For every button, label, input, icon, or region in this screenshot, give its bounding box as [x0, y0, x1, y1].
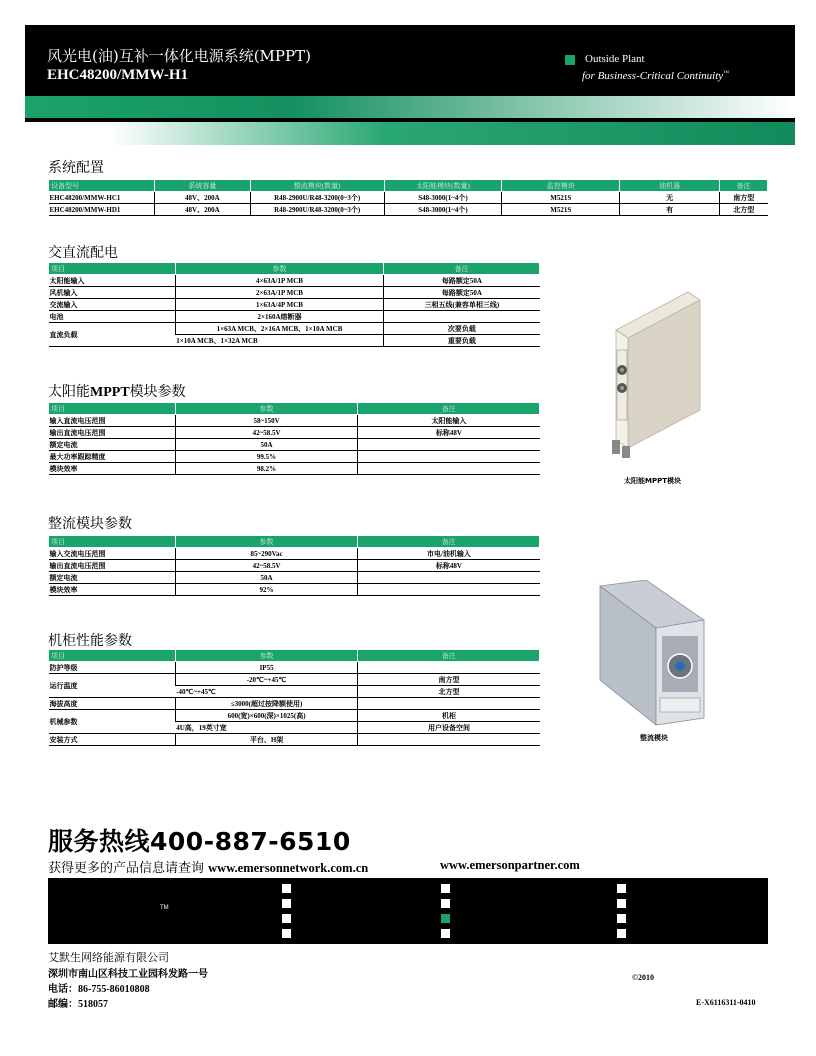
table-cell: 额定电流 [49, 439, 176, 451]
table-cell: 每路额定50A [384, 275, 540, 287]
table-row [49, 299, 540, 311]
table-cell: 北方型 [720, 204, 768, 216]
hotline [48, 822, 351, 858]
table-cell: 太阳能输入 [49, 275, 176, 287]
acdc-table [48, 262, 540, 347]
table-cell: IP55 [175, 662, 358, 674]
table-row [49, 439, 540, 451]
table-cell: ≤3000(超过按降额使用) [175, 698, 358, 710]
table-row [49, 584, 540, 596]
table-cell: 50A [175, 572, 358, 584]
table-cell: 92% [175, 584, 358, 596]
table-cell [358, 734, 540, 746]
table-cell [358, 662, 540, 674]
checkbox-icon [617, 899, 626, 908]
section-title-rectifier: 整流模块参数 [48, 516, 132, 532]
checkbox-icon [441, 929, 450, 938]
table-row [49, 662, 540, 674]
green-square-icon [565, 55, 575, 65]
outside-plant-label: Outside Plant [585, 53, 645, 65]
table-cell: EHC48200/MMW-HC1 [49, 192, 155, 204]
hotline-number[interactable]: 400-887-6510 [150, 827, 351, 856]
table-cell: 直流负载 [49, 323, 176, 347]
table-cell: 南方型 [720, 192, 768, 204]
table-row [49, 463, 540, 475]
table-row [49, 323, 540, 335]
table-cell: 输出直流电压范围 [49, 560, 176, 572]
checkbox-icon [282, 929, 291, 938]
checkbox-icon [282, 884, 291, 893]
table-cell: 42~58.5V [175, 560, 358, 572]
table-cell: 南方型 [358, 674, 540, 686]
checkbox-icon [441, 899, 450, 908]
hotline-label: 服务热线 [48, 827, 151, 856]
product-title: 风光电(油)互补一体化电源系统(MPPT) [47, 47, 311, 65]
table-row [49, 451, 540, 463]
table-row [49, 560, 540, 572]
cabinet-table [48, 649, 540, 746]
table-cell [358, 451, 540, 463]
edition-year: ©2010 [632, 973, 654, 982]
tagline [582, 70, 729, 82]
tagline-mark: ™ [723, 70, 730, 77]
table-cell: 85~290Vac [175, 548, 358, 560]
table-header-row [49, 650, 540, 662]
table-cell: 1×10A MCB、1×32A MCB [175, 335, 384, 347]
table-cell: 2×160A熔断器 [175, 311, 384, 323]
table-cell [358, 463, 540, 475]
rectifier-table [48, 535, 540, 596]
column-header: 备注 [720, 180, 768, 192]
rectifier-module-image [596, 580, 708, 730]
column-header: 设备型号 [49, 180, 155, 192]
website-link-2[interactable]: www.emersonpartner.com [440, 858, 580, 872]
checkbox-icon [282, 899, 291, 908]
table-header-row [49, 536, 540, 548]
table-cell: 标称48V [358, 427, 540, 439]
table-cell: 风机输入 [49, 287, 176, 299]
table-cell: 防护等级 [49, 662, 176, 674]
table-row [49, 287, 540, 299]
green-band-bottom [110, 122, 795, 145]
table-row [49, 311, 540, 323]
table-cell [358, 572, 540, 584]
mppt-title-prefix: 太阳能 [48, 384, 90, 400]
table-cell: -40℃~+45℃ [175, 686, 358, 698]
checkbox-icon [617, 929, 626, 938]
column-header: 油机器 [620, 180, 720, 192]
column-header: 太阳能模块(数量) [384, 180, 502, 192]
table-cell: 无 [620, 192, 720, 204]
checkbox-icon [617, 914, 626, 923]
table-cell: 1×63A MCB、2×16A MCB、1×10A MCB [175, 323, 384, 335]
document-number: E-X6116311-0410 [696, 998, 756, 1007]
table-cell: 海拔高度 [49, 698, 176, 710]
column-header: 项目 [49, 650, 176, 662]
table-cell: 用户设备空间 [358, 722, 540, 734]
section-title-system: 系统配置 [48, 160, 104, 176]
table-row [49, 674, 540, 686]
column-header: 监控模块 [502, 180, 620, 192]
section-title-mppt [48, 381, 186, 401]
table-cell [358, 439, 540, 451]
table-cell: 99.5% [175, 451, 358, 463]
website-link-1[interactable]: www.emersonnetwork.com.cn [208, 861, 369, 875]
table-cell: S48-3000(1~4个) [384, 192, 502, 204]
table-cell: 98.2% [175, 463, 358, 475]
table-row [49, 548, 540, 560]
table-cell: 模块效率 [49, 463, 176, 475]
column-header: 备注 [358, 403, 540, 415]
table-cell [358, 584, 540, 596]
table-row [49, 427, 540, 439]
company-postcode: 邮编：518057 [48, 999, 108, 1010]
mppt-table [48, 402, 540, 475]
column-header: 项目 [49, 536, 176, 548]
table-cell: 标称48V [358, 560, 540, 572]
table-cell: M521S [502, 204, 620, 216]
tagline-text: for Business-Critical Continuity [582, 70, 724, 82]
mppt-title-bold: MPPT [90, 385, 130, 400]
table-cell: 三相五线(兼容单相三线) [384, 299, 540, 311]
table-cell: 48V、200A [154, 192, 250, 204]
table-cell: 市电/油机输入 [358, 548, 540, 560]
system-config-table [48, 179, 768, 216]
checkbox-icon [617, 884, 626, 893]
mppt-module-image [608, 290, 705, 465]
more-info-line [48, 857, 368, 876]
table-cell: 安装方式 [49, 734, 176, 746]
table-cell [358, 698, 540, 710]
table-cell: 模块效率 [49, 584, 176, 596]
table-row [49, 192, 768, 204]
table-cell: 48V、200A [154, 204, 250, 216]
table-cell: M521S [502, 192, 620, 204]
column-header: 参数 [175, 536, 358, 548]
table-cell: 输入交流电压范围 [49, 548, 176, 560]
company-phone: 电话：86-755-86010808 [48, 984, 150, 995]
table-cell: 有 [620, 204, 720, 216]
column-header: 项目 [49, 403, 176, 415]
table-cell: 58~150V [175, 415, 358, 427]
section-title-cabinet: 机柜性能参数 [48, 633, 132, 649]
table-cell: 北方型 [358, 686, 540, 698]
column-header: 系统容量 [154, 180, 250, 192]
checkbox-checked-icon [441, 914, 450, 923]
table-cell: 输入直流电压范围 [49, 415, 176, 427]
table-cell: 2×63A/1P MCB [175, 287, 384, 299]
table-row [49, 572, 540, 584]
column-header: 备注 [384, 263, 540, 275]
table-cell: 额定电流 [49, 572, 176, 584]
table-cell: 42~58.5V [175, 427, 358, 439]
green-band-top [25, 96, 795, 118]
table-cell [384, 311, 540, 323]
table-cell: 600(宽)×600(深)×1025(高) [175, 710, 358, 722]
table-cell: 4×63A/1P MCB [175, 275, 384, 287]
table-cell: 最大功率跟踪精度 [49, 451, 176, 463]
mppt-module-caption: 太阳能MPPT模块 [624, 477, 682, 485]
table-cell: 每路额定50A [384, 287, 540, 299]
table-cell: R48-2900U/R48-3200(0~3个) [250, 204, 384, 216]
product-model: EHC48200/MMW-H1 [47, 67, 189, 83]
more-info-text: 获得更多的产品信息请查询 [48, 861, 205, 876]
table-header-row [49, 180, 768, 192]
table-row [49, 698, 540, 710]
table-header-row [49, 403, 540, 415]
rectifier-module-caption: 整流模块 [640, 734, 668, 742]
table-row [49, 734, 540, 746]
table-cell: 1×63A/4P MCB [175, 299, 384, 311]
table-row [49, 275, 540, 287]
table-cell: 太阳能输入 [358, 415, 540, 427]
column-header: 项目 [49, 263, 176, 275]
table-header-row [49, 263, 540, 275]
column-header: 参数 [175, 650, 358, 662]
table-cell: 50A [175, 439, 358, 451]
company-name: 艾默生网络能源有限公司 [48, 951, 169, 964]
table-cell: S48-3000(1~4个) [384, 204, 502, 216]
table-cell: 机柜 [358, 710, 540, 722]
table-cell: 重要负载 [384, 335, 540, 347]
checkbox-icon [282, 914, 291, 923]
column-header: 备注 [358, 650, 540, 662]
table-row [49, 710, 540, 722]
table-cell: 输出直流电压范围 [49, 427, 176, 439]
company-address: 深圳市南山区科技工业园科发路一号 [48, 969, 208, 980]
table-cell: 机械参数 [49, 710, 176, 734]
table-cell: 电池 [49, 311, 176, 323]
table-cell: EHC48200/MMW-HD1 [49, 204, 155, 216]
table-cell: 平台、H架 [175, 734, 358, 746]
table-cell: 次要负载 [384, 323, 540, 335]
section-title-acdc: 交直流配电 [48, 245, 118, 261]
table-cell: R48-2900U/R48-3200(0~3个) [250, 192, 384, 204]
column-header: 备注 [358, 536, 540, 548]
checkbox-icon [441, 884, 450, 893]
table-cell: 交流输入 [49, 299, 176, 311]
table-cell: -20℃~+45℃ [175, 674, 358, 686]
column-header: 整流模块(数量) [250, 180, 384, 192]
table-row [49, 415, 540, 427]
table-cell: 运行温度 [49, 674, 176, 698]
column-header: 参数 [175, 263, 384, 275]
trademark-mark: TM [160, 905, 169, 911]
column-header: 参数 [175, 403, 358, 415]
footer-black-bar [48, 878, 768, 944]
table-cell: 4U高，19英寸宽 [175, 722, 358, 734]
table-row [49, 204, 768, 216]
mppt-title-suffix: 模块参数 [129, 384, 186, 400]
